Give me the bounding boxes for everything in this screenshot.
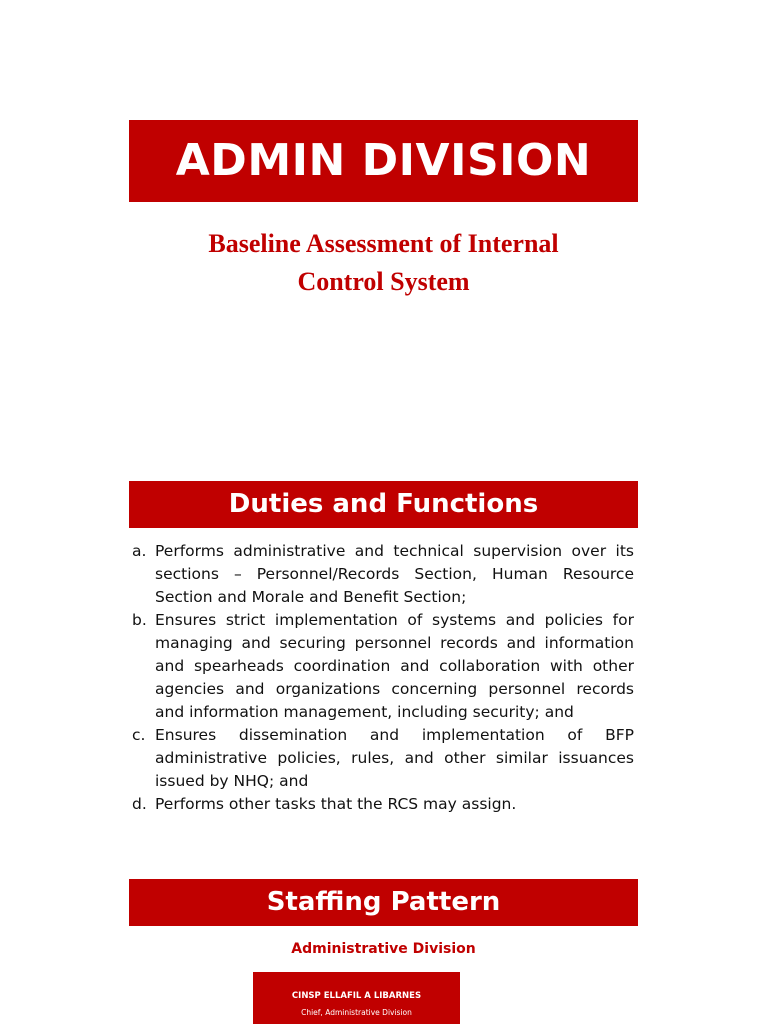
subtitle-line-1: Baseline Assessment of Internal xyxy=(208,229,559,258)
chief-title: Chief, Administrative Division xyxy=(301,1008,412,1017)
subtitle xyxy=(129,225,638,301)
duty-text: Performs administrative and technical supervision over its sections – Personnel/Records Section, Human Resource Section and Morale and Benefit Section; xyxy=(155,542,634,606)
subtitle-line-2: Control System xyxy=(297,267,470,296)
duty-text: Ensures strict implementation of systems and policies for managing and securing personnel records and information and spearheads coordination and collaboration with other agencies and organizations concerning personnel records and information management, including security; and xyxy=(155,611,634,721)
duties-list xyxy=(132,540,634,816)
duties-heading: Duties and Functions xyxy=(228,489,539,519)
duty-marker: c. xyxy=(132,726,146,744)
duty-marker: a. xyxy=(132,542,147,560)
duty-item-d xyxy=(132,793,634,816)
page-title: ADMIN DIVISION xyxy=(175,135,592,186)
org-chart-chief-box xyxy=(253,972,460,1024)
staffing-heading: Staffing Pattern xyxy=(266,887,501,917)
page-title-banner xyxy=(129,120,638,202)
duty-text: Ensures dissemination and implementation of BFP administrative policies, rules, and other similar issuances issued by NHQ; and xyxy=(155,726,634,790)
division-label: Administrative Division xyxy=(291,941,476,957)
duty-item-a xyxy=(132,540,634,609)
duty-text: Performs other tasks that the RCS may assign. xyxy=(155,795,517,813)
duty-marker: b. xyxy=(132,611,147,629)
duty-item-b xyxy=(132,609,634,724)
duty-item-c xyxy=(132,724,634,793)
chief-name: CINSP ELLAFIL A LIBARNES xyxy=(291,991,422,1001)
duty-marker: d. xyxy=(132,795,147,813)
staffing-heading-banner xyxy=(129,879,638,926)
duties-heading-banner xyxy=(129,481,638,528)
